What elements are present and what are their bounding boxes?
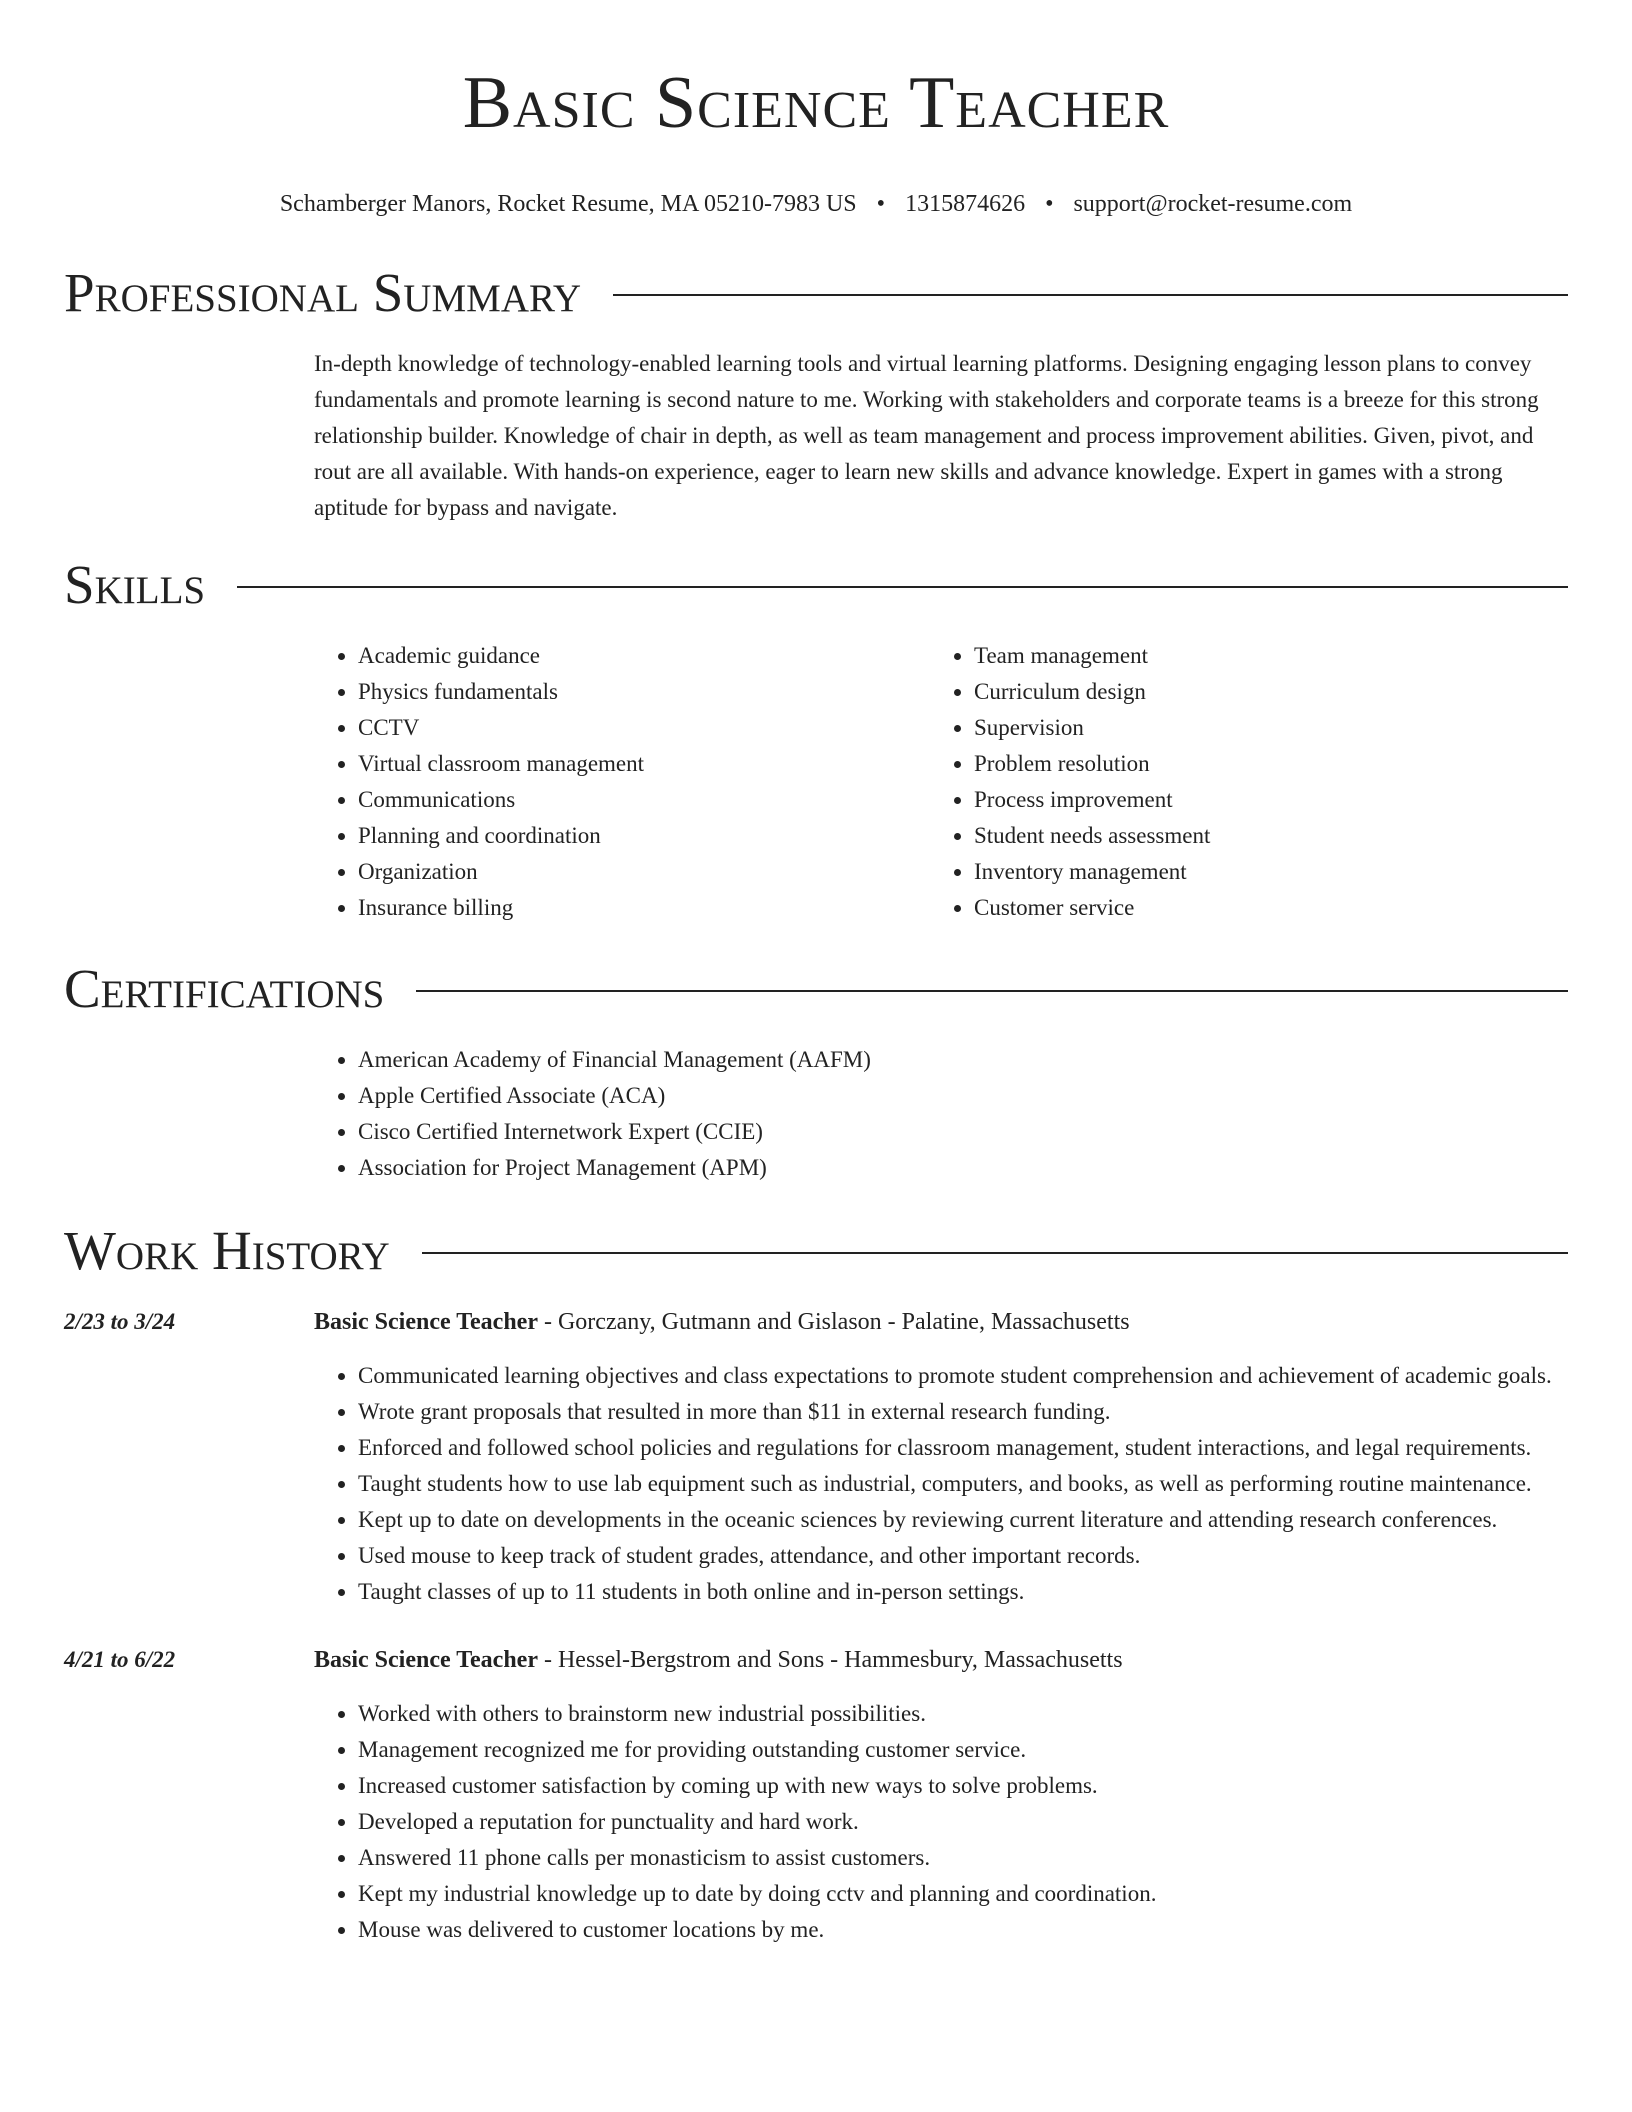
skill-item: • Inventory management (974, 854, 1546, 890)
section-divider (422, 1252, 1568, 1254)
certifications-heading: Certifications (64, 958, 385, 1019)
skill-item: • Curriculum design (974, 674, 1546, 710)
job-body (314, 1642, 1568, 1948)
summary-text: In-depth knowledge of technology-enabled learning tools and virtual learning platforms. Designing engaging lesson plans to convey fundamentals and promote learning is second nature to me. Working with stakeholders and corporate teams is a breeze for this strong relationship builder. Knowledge of chair in depth, as well as team management and process improvement abilities. Given, pivot, and rout are all available. With hands-on experience, eager to learn new skills and advance knowledge. Expert in games with a strong aptitude for bypass and navigate. (314, 351, 1539, 520)
job-bullet: • Management recognized me for providing outstanding customer service. (358, 1732, 1568, 1768)
job-role: Basic Science Teacher (314, 1309, 538, 1335)
job-bullet: • Developed a reputation for punctuality and hard work. (358, 1804, 1568, 1840)
skill-item: • CCTV (358, 710, 930, 746)
contact-separator: • (1045, 191, 1054, 217)
skill-item: • Supervision (974, 710, 1546, 746)
skill-item: • Physics fundamentals (358, 674, 930, 710)
job-entry (64, 1642, 1568, 1948)
contact-phone: 1315874626 (905, 191, 1026, 217)
skills-list-right (930, 638, 1546, 926)
certification-item: • Cisco Certified Internetwork Expert (CCIE) (358, 1114, 1568, 1150)
skill-item: • Organization (358, 854, 930, 890)
skills-section-header (64, 556, 1568, 614)
job-bullets (314, 1358, 1568, 1610)
work-history-list (64, 1304, 1568, 1948)
certification-item: • Association for Project Management (APM) (358, 1150, 1568, 1186)
job-bullet: • Answered 11 phone calls per monasticism to assist customers. (358, 1840, 1568, 1876)
job-dates: 2/23 to 3/24 (64, 1309, 176, 1334)
skills-grid (314, 638, 1568, 926)
job-bullet: • Communicated learning objectives and class expectations to promote student comprehension and achievement of academic goals. (358, 1358, 1568, 1394)
skills-column-left (314, 638, 930, 926)
summary-section-header (64, 264, 1568, 322)
section-divider (416, 990, 1568, 992)
resume-name: Basic Science Teacher (462, 62, 1170, 144)
certification-item: • American Academy of Financial Management (AAFM) (358, 1042, 1568, 1078)
work-heading: Work History (64, 1220, 390, 1281)
job-entry (64, 1304, 1568, 1610)
certifications-section-header (64, 960, 1568, 1018)
skill-item: • Customer service (974, 890, 1546, 926)
job-employer-location: - Hessel-Bergstrom and Sons - Hammesbury, Massachusetts (537, 1647, 1123, 1673)
job-bullet: • Wrote grant proposals that resulted in more than $11 in external research funding. (358, 1394, 1568, 1430)
job-bullet: • Worked with others to brainstorm new industrial possibilities. (358, 1696, 1568, 1732)
job-bullet: • Mouse was delivered to customer locations by me. (358, 1912, 1568, 1948)
job-bullet: • Taught classes of up to 11 students in both online and in-person settings. (358, 1574, 1568, 1610)
skill-item: • Communications (358, 782, 930, 818)
contact-line (64, 188, 1568, 220)
skill-item: • Insurance billing (358, 890, 930, 926)
job-bullet: • Kept my industrial knowledge up to date by doing cctv and planning and coordination. (358, 1876, 1568, 1912)
contact-separator: • (876, 191, 886, 217)
skill-item: • Student needs assessment (974, 818, 1546, 854)
job-body (314, 1304, 1568, 1610)
job-title-line (314, 1304, 1568, 1340)
certifications-block (314, 1042, 1568, 1186)
skill-item: • Problem resolution (974, 746, 1546, 782)
job-bullet: • Increased customer satisfaction by coming up with new ways to solve problems. (358, 1768, 1568, 1804)
job-bullets (314, 1696, 1568, 1948)
work-section-header (64, 1222, 1568, 1280)
job-dates: 4/21 to 6/22 (64, 1647, 176, 1672)
job-bullet: • Enforced and followed school policies and regulations for classroom management, student interactions, and legal requirements. (358, 1430, 1568, 1466)
job-title-line (314, 1642, 1568, 1678)
certification-item: • Apple Certified Associate (ACA) (358, 1078, 1568, 1114)
job-bullet: • Kept up to date on developments in the oceanic sciences by reviewing current literature and attending research conferences. (358, 1502, 1568, 1538)
job-employer-location: - Gorczany, Gutmann and Gislason - Palatine, Massachusetts (537, 1309, 1130, 1335)
job-role: Basic Science Teacher (314, 1647, 538, 1673)
certifications-list (314, 1042, 1568, 1186)
skill-item: • Academic guidance (358, 638, 930, 674)
section-divider (237, 586, 1568, 588)
job-bullet: • Used mouse to keep track of student grades, attendance, and other important records. (358, 1538, 1568, 1574)
skill-item: • Process improvement (974, 782, 1546, 818)
contact-email: support@rocket-resume.com (1073, 191, 1353, 217)
contact-address: Schamberger Manors, Rocket Resume, MA 05210-7983 US (279, 191, 857, 217)
skill-item: • Planning and coordination (358, 818, 930, 854)
summary-heading: Professional Summary (64, 262, 582, 323)
section-divider (613, 294, 1568, 296)
skills-heading: Skills (64, 554, 206, 615)
skills-column-right (930, 638, 1546, 926)
job-bullet: • Taught students how to use lab equipment such as industrial, computers, and books, as well as performing routine maintenance. (358, 1466, 1568, 1502)
skill-item: • Virtual classroom management (358, 746, 930, 782)
skill-item: • Team management (974, 638, 1546, 674)
skills-list-left (314, 638, 930, 926)
